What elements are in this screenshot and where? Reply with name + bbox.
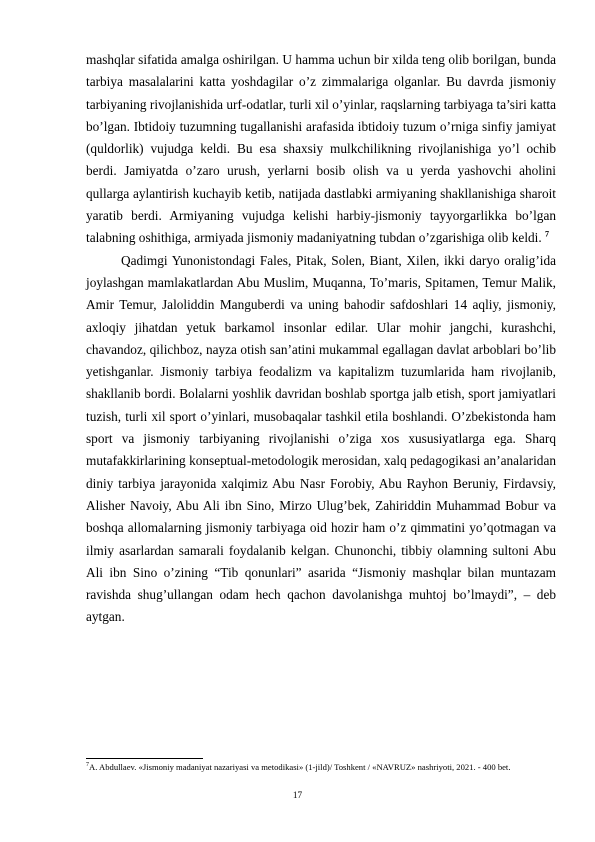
paragraph-1 [86, 49, 556, 250]
footnote-divider [86, 758, 203, 759]
footnote-reference[interactable]: 7 [545, 229, 550, 239]
footnote-text: A. Abdullaev. «Jismoniy madaniyat nazariyasi va metodikasi» (1-jild)/ Toshkent / «NAVRUZ» nashriyoti, 2021. - 400 bet. [89, 762, 511, 772]
main-text [86, 49, 556, 629]
paragraph-2: Qadimgi Yunonistondagi Fales, Pitak, Solen, Biant, Xilen, ikki daryo oralig’ida joylashgan mamlakatlardan Abu Muslim, Muqanna, To’maris, Spitamen, Temur Malik, Amir Temur, Jaloliddin Manguberdi va uning bahodir safdoshlari 14 aqliy, jismoniy, axloqiy jihatdan yetuk barkamol insonlar edilar. Ular mohir jangchi, kurashchi, chavandoz, qilichboz, nayza otish san’atini mukammal egallagan davlat arboblari bo’lib yetishganlar. Jismoniy tarbiya feodalizm va kapitalizm tuzumlarida ham rivojlanib, shakllanib bordi. Bolalarni yoshlik davridan boshlab sportga jalb etish, sport jamiyatlari tuzish, turli xil sport o’yinlari, musobaqalar tashkil etila boshlandi. O’zbekistonda ham sport va jismoniy tarbiyaning rivojlanishi o’ziga xos xususiyatlarga ega. Sharq mutafakkirlarining konseptual-metodologik merosidan, xalq pedagogikasi an’analaridan diniy tarbiya jarayonida xalqimiz Abu Nasr Forobiy, Abu Rayhon Beruniy, Firdavsiy, Alisher Navoiy, Abu Ali ibn Sino, Mirzo Ulug’bek, Zahiriddin Muhammad Bobur va boshqa allomalarning jismoniy tarbiyaga oid hozir ham o’z qimmatini yo’qotmagan va ilmiy asarlardan samarali foydalanib kelgan. Chunonchi, tibbiy olamning sultoni Abu Ali ibn Sino o’zining “Tib qonunlari” asarida “Jismoniy mashqlar bilan muntazam ravishda shug’ullangan odam hech qachon davolanishga muhtoj bo’lmaydi”, – deb aytgan. [86, 252, 556, 625]
footnote-number: 7 [86, 762, 89, 769]
page-number: 17 [292, 791, 303, 801]
paragraph-1-text: mashqlar sifatida amalga oshirilgan. U hamma uchun bir xilda teng olib borilgan, bunda tarbiya masalalarini katta yoshdagilar o’z zimmalariga olganlar. Bu davrda jismoniy tarbiyaning rivojlanishida urf-odatlar, turli xil o’yinlar, raqslarning tarbiyaga ta’siri katta bo’lgan. Ibtidoiy tuzumning tugallanishi arafasida ibtidoiy tuzum o’rniga sinfiy jamiyat (quldorlik) vujudga keldi. Bu esa shaxsiy mulkchilikning rivojlanishiga yo’l ochib berdi. Jamiyatda o’zaro urush, yerlarni bosib olish va u yerda yashovchi aholini qullarga aylantirish kuchayib ketib, natijada dastlabki armiyaning shakllanishiga sharoit yaratib berdi. Armiyaning vujudga kelishi harbiy-jismoniy tayyorgarlikka bo’lgan talabning oshithiga, armiyada jismoniy madaniyatning tubdan o’zgarishiga olib keldi. [86, 52, 556, 246]
footnote [86, 762, 556, 774]
